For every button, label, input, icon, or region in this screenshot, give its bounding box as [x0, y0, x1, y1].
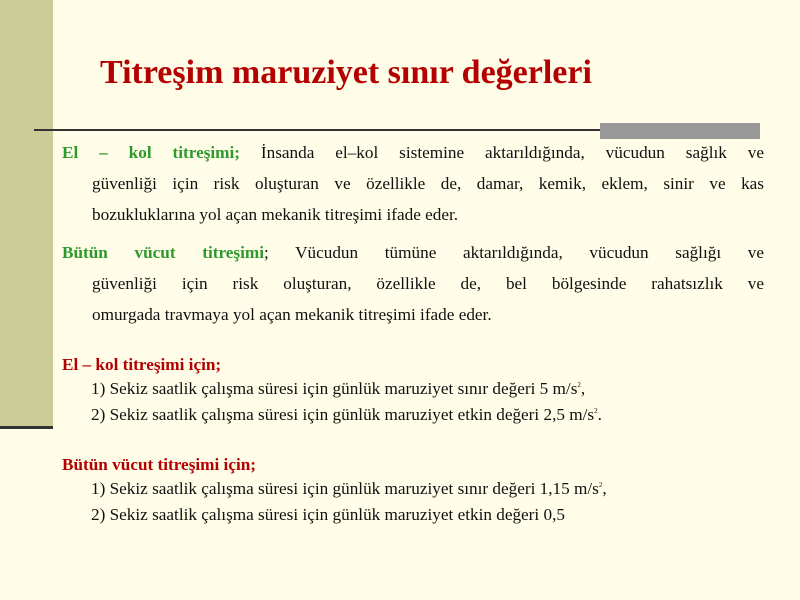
- side-bar-underline: [0, 426, 53, 429]
- limit-text: 2) Sekiz saatlik çalışma süresi için günlük maruziyet etkin değeri 2,5 m/s: [91, 405, 595, 424]
- limit-item: [91, 405, 602, 425]
- definition-term: El – kol titreşimi;: [62, 143, 240, 162]
- limit-suffix: .: [597, 405, 602, 424]
- limit-text: 1) Sekiz saatlik çalışma süresi için günlük maruziyet sınır değeri 5 m/s: [91, 379, 578, 398]
- definition-line: güvenliği için risk oluşturan, özellikle de, bel bölgesinde rahatsızlık ve: [92, 274, 764, 293]
- limit-superscript: 2: [594, 407, 598, 415]
- limit-superscript: 2: [598, 481, 603, 489]
- limit-suffix: ,: [580, 379, 586, 398]
- decorative-side-bar: [0, 0, 53, 428]
- definition-hand-arm: [62, 137, 764, 230]
- definition-line: [62, 237, 764, 268]
- definition-text: İnsanda el–kol sistemine aktarıldığında, vücudun sağlık ve: [239, 143, 764, 162]
- limit-item: [91, 379, 585, 399]
- definition-text: ; Vücudun tümüne aktarıldığında, vücudun sağlığı ve: [263, 243, 764, 262]
- limit-superscript: 2: [577, 381, 581, 389]
- definition-term: Bütün vücut titreşimi: [62, 243, 264, 262]
- section-heading-whole-body: Bütün vücut titreşimi için;: [62, 455, 257, 474]
- limit-item: [91, 505, 565, 525]
- slide-title: Titreşim maruziyet sınır değerleri: [100, 54, 592, 91]
- definition-line: omurgada travmaya yol açan mekanik titreşimi ifade eder.: [92, 305, 492, 324]
- section-heading-hand-arm: El – kol titreşimi için;: [62, 355, 222, 374]
- limit-text: 1) Sekiz saatlik çalışma süresi için günlük maruziyet sınır değeri 1,15 m/s: [91, 479, 599, 498]
- definition-line: [62, 137, 764, 168]
- definition-whole-body: [62, 237, 764, 330]
- limit-text: 2) Sekiz saatlik çalışma süresi için günlük maruziyet etkin değeri 0,5: [91, 505, 565, 524]
- limit-suffix: ,: [602, 479, 607, 498]
- limit-item: [91, 479, 607, 499]
- definition-line: güvenliği için risk oluşturan ve özellikle de, damar, kemik, eklem, sinir ve kas: [92, 174, 764, 193]
- definition-line: bozukluklarına yol açan mekanik titreşimi ifade eder.: [92, 205, 459, 224]
